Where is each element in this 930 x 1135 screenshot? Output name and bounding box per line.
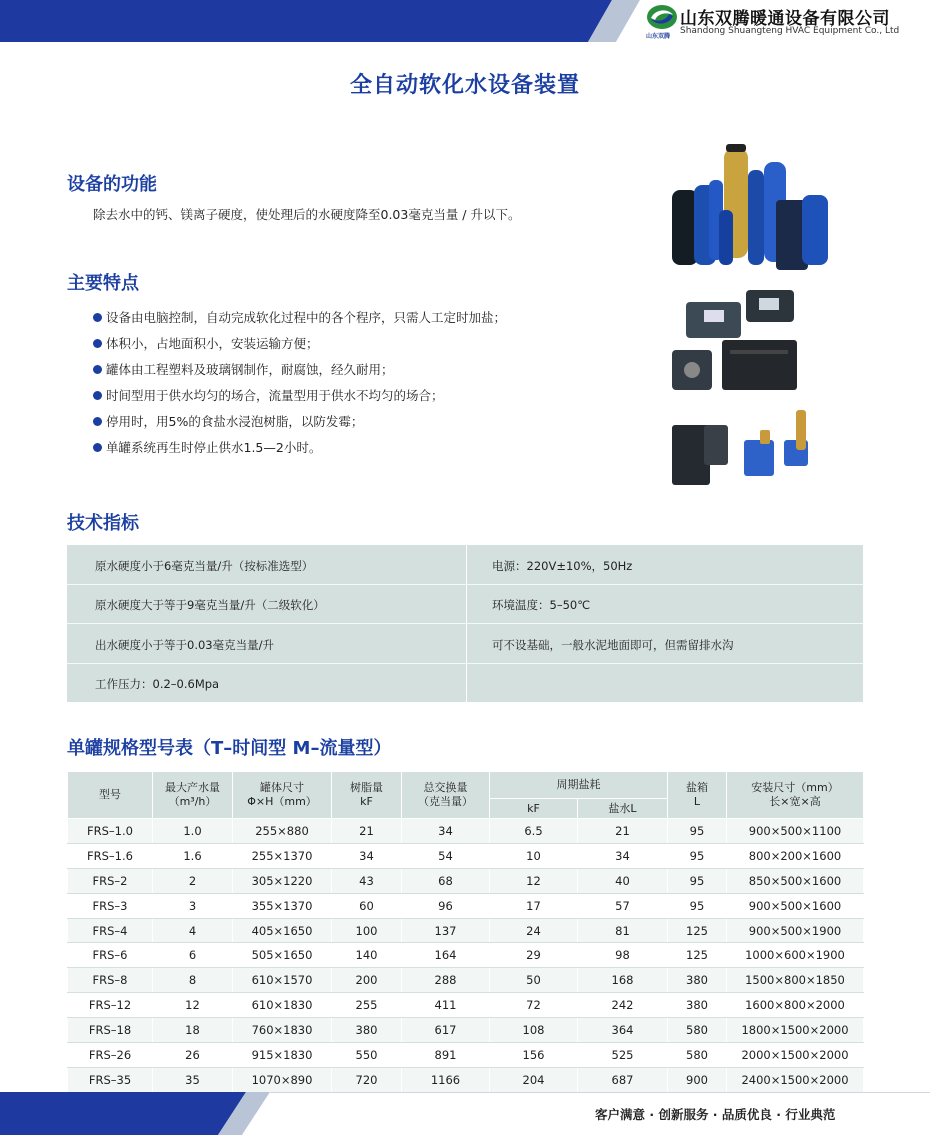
- table-cell: 21: [332, 819, 402, 844]
- spec-right-item: 电源：220V±10%，50Hz: [492, 559, 633, 573]
- table-cell: 95: [668, 819, 727, 844]
- table-cell: 18: [153, 1018, 233, 1043]
- spec-left-item: 工作压力：0.2–0.6Mpa: [95, 677, 220, 691]
- col-header-tank: 罐体尺寸 Φ×H（mm）: [233, 772, 332, 819]
- table-cell: 900×500×1100: [727, 819, 864, 844]
- table-cell: 156: [490, 1043, 578, 1068]
- table-row: [68, 968, 864, 993]
- table-cell: FRS–4: [68, 918, 153, 943]
- table-cell: 164: [402, 943, 490, 968]
- table-cell: 1.6: [153, 843, 233, 868]
- features-heading: 主要特点: [67, 273, 139, 294]
- model-table-heading: 单罐规格型号表（T–时间型 M–流量型）: [67, 738, 392, 759]
- table-row: [68, 1043, 864, 1068]
- table-cell: 34: [402, 819, 490, 844]
- company-name-en: Shandong Shuangteng HVAC Equipment Co., Ltd: [680, 26, 900, 36]
- table-cell: 900: [668, 1067, 727, 1092]
- table-cell: 57: [578, 893, 668, 918]
- product-photo: [664, 140, 864, 510]
- feature-item: 单罐系统再生时停止供水1.5—2小时。: [93, 434, 506, 460]
- col-header-resin: 树脂量 kF: [332, 772, 402, 819]
- logo-mark-icon: [646, 4, 678, 30]
- feature-item: 时间型用于供水均匀的场合，流量型用于供水不均匀的场合；: [93, 382, 506, 408]
- table-row: [68, 843, 864, 868]
- table-cell: FRS–35: [68, 1067, 153, 1092]
- table-cell: 1500×800×1850: [727, 968, 864, 993]
- table-cell: 891: [402, 1043, 490, 1068]
- table-cell: 900×500×1900: [727, 918, 864, 943]
- table-cell: 1000×600×1900: [727, 943, 864, 968]
- table-cell: 1070×890: [233, 1067, 332, 1092]
- table-cell: 125: [668, 918, 727, 943]
- table-cell: 525: [578, 1043, 668, 1068]
- table-cell: 380: [668, 993, 727, 1018]
- table-cell: 255×1370: [233, 843, 332, 868]
- model-table-body: [68, 819, 864, 1093]
- table-cell: 6.5: [490, 819, 578, 844]
- table-cell: 364: [578, 1018, 668, 1043]
- table-cell: FRS–2: [68, 868, 153, 893]
- table-row: [68, 868, 864, 893]
- col-header-flow: 最大产水量 （m³/h）: [153, 772, 233, 819]
- features-list: [93, 304, 506, 460]
- table-cell: 100: [332, 918, 402, 943]
- col-header-exchange: 总交换量 （克当量）: [402, 772, 490, 819]
- table-cell: 2: [153, 868, 233, 893]
- spec-left-item: 出水硬度小于等于0.03毫克当量/升: [95, 638, 274, 652]
- table-row: [68, 893, 864, 918]
- table-row: [68, 918, 864, 943]
- spec-left-item: 原水硬度大于等于9毫克当量/升（二级软化）: [95, 598, 325, 612]
- table-cell: 35: [153, 1067, 233, 1092]
- table-cell: 1166: [402, 1067, 490, 1092]
- table-cell: 43: [332, 868, 402, 893]
- col-header-brine: 盐箱 L: [668, 772, 727, 819]
- bullet-icon: [93, 443, 102, 452]
- spec-left-item: 原水硬度小于6毫克当量/升（按标准选型）: [95, 559, 314, 573]
- spec-right-item: 可不设基础，一般水泥地面即可，但需留排水沟: [492, 638, 734, 652]
- table-cell: 850×500×1600: [727, 868, 864, 893]
- table-cell: 96: [402, 893, 490, 918]
- col-header-model: 型号: [68, 772, 153, 819]
- table-cell: 60: [332, 893, 402, 918]
- table-row: [68, 1018, 864, 1043]
- divider: [67, 623, 863, 624]
- table-cell: 1.0: [153, 819, 233, 844]
- table-cell: 12: [153, 993, 233, 1018]
- table-cell: 95: [668, 893, 727, 918]
- table-cell: 26: [153, 1043, 233, 1068]
- table-cell: 411: [402, 993, 490, 1018]
- table-cell: 305×1220: [233, 868, 332, 893]
- table-cell: 200: [332, 968, 402, 993]
- feature-item: 设备由电脑控制，自动完成软化过程中的各个程序，只需人工定时加盐；: [93, 304, 506, 330]
- footer-slogan: 客户满意 · 创新服务 · 品质优良 · 行业典范: [595, 1107, 836, 1122]
- table-cell: 687: [578, 1067, 668, 1092]
- table-cell: 355×1370: [233, 893, 332, 918]
- table-cell: 505×1650: [233, 943, 332, 968]
- table-cell: 288: [402, 968, 490, 993]
- col-header-install: 安装尺寸（mm） 长×宽×高: [727, 772, 864, 819]
- table-cell: 4: [153, 918, 233, 943]
- table-cell: 168: [578, 968, 668, 993]
- table-cell: FRS–12: [68, 993, 153, 1018]
- function-text: 除去水中的钙、镁离子硬度，使处理后的水硬度降至0.03毫克当量 / 升以下。: [93, 207, 521, 222]
- table-cell: 21: [578, 819, 668, 844]
- table-cell: 380: [332, 1018, 402, 1043]
- table-cell: 2000×1500×2000: [727, 1043, 864, 1068]
- table-cell: 10: [490, 843, 578, 868]
- table-cell: 95: [668, 843, 727, 868]
- table-cell: 760×1830: [233, 1018, 332, 1043]
- table-cell: 137: [402, 918, 490, 943]
- bullet-icon: [93, 313, 102, 322]
- col-header-salt: 周期盐耗: [490, 772, 668, 799]
- table-cell: 1800×1500×2000: [727, 1018, 864, 1043]
- page-title: 全自动软化水设备装置: [349, 73, 580, 98]
- table-cell: 204: [490, 1067, 578, 1092]
- table-cell: 12: [490, 868, 578, 893]
- table-cell: 2400×1500×2000: [727, 1067, 864, 1092]
- bullet-icon: [93, 417, 102, 426]
- table-cell: FRS–8: [68, 968, 153, 993]
- table-row: [68, 993, 864, 1018]
- divider: [67, 663, 863, 664]
- table-cell: 40: [578, 868, 668, 893]
- function-heading: 设备的功能: [67, 174, 157, 195]
- table-cell: 34: [578, 843, 668, 868]
- table-cell: 125: [668, 943, 727, 968]
- table-cell: FRS–18: [68, 1018, 153, 1043]
- table-cell: 617: [402, 1018, 490, 1043]
- table-cell: FRS–1.6: [68, 843, 153, 868]
- col-header-salt-kf: kF: [490, 799, 578, 819]
- logo-tag: 山东双腾: [646, 33, 671, 40]
- table-cell: 72: [490, 993, 578, 1018]
- table-cell: 610×1830: [233, 993, 332, 1018]
- table-cell: 50: [490, 968, 578, 993]
- table-cell: 405×1650: [233, 918, 332, 943]
- table-cell: 98: [578, 943, 668, 968]
- table-cell: 108: [490, 1018, 578, 1043]
- table-cell: FRS–1.0: [68, 819, 153, 844]
- table-cell: 95: [668, 868, 727, 893]
- table-cell: 3: [153, 893, 233, 918]
- table-cell: FRS–3: [68, 893, 153, 918]
- bullet-icon: [93, 339, 102, 348]
- table-cell: 550: [332, 1043, 402, 1068]
- table-cell: 1600×800×2000: [727, 993, 864, 1018]
- table-cell: 29: [490, 943, 578, 968]
- table-cell: 800×200×1600: [727, 843, 864, 868]
- table-row: [68, 943, 864, 968]
- bullet-icon: [93, 365, 102, 374]
- table-cell: 380: [668, 968, 727, 993]
- table-cell: 6: [153, 943, 233, 968]
- model-table: [67, 771, 863, 1093]
- table-cell: 242: [578, 993, 668, 1018]
- table-cell: 24: [490, 918, 578, 943]
- table-cell: 720: [332, 1067, 402, 1092]
- feature-item: 体积小，占地面积小，安装运输方便；: [93, 330, 506, 356]
- spec-right-item: 环境温度：5–50℃: [492, 598, 591, 612]
- company-logo: [646, 4, 926, 40]
- table-cell: FRS–26: [68, 1043, 153, 1068]
- table-cell: 255×880: [233, 819, 332, 844]
- table-cell: 140: [332, 943, 402, 968]
- table-cell: 17: [490, 893, 578, 918]
- table-cell: 34: [332, 843, 402, 868]
- table-cell: 81: [578, 918, 668, 943]
- specs-heading: 技术指标: [67, 513, 139, 534]
- table-cell: 900×500×1600: [727, 893, 864, 918]
- feature-item: 罐体由工程塑料及玻璃钢制作，耐腐蚀，经久耐用；: [93, 356, 506, 382]
- table-cell: FRS–6: [68, 943, 153, 968]
- table-row: [68, 819, 864, 844]
- table-row: [68, 1067, 864, 1092]
- table-cell: 610×1570: [233, 968, 332, 993]
- table-cell: 255: [332, 993, 402, 1018]
- feature-item: 停用时，用5%的食盐水浸泡树脂，以防发霉；: [93, 408, 506, 434]
- col-header-salt-l: 盐水L: [578, 799, 668, 819]
- table-cell: 915×1830: [233, 1043, 332, 1068]
- company-name-cn: 山东双腾暖通设备有限公司: [680, 9, 890, 29]
- table-cell: 68: [402, 868, 490, 893]
- table-cell: 8: [153, 968, 233, 993]
- bullet-icon: [93, 391, 102, 400]
- table-cell: 580: [668, 1043, 727, 1068]
- table-cell: 54: [402, 843, 490, 868]
- divider: [466, 545, 467, 702]
- divider: [67, 584, 863, 585]
- table-cell: 580: [668, 1018, 727, 1043]
